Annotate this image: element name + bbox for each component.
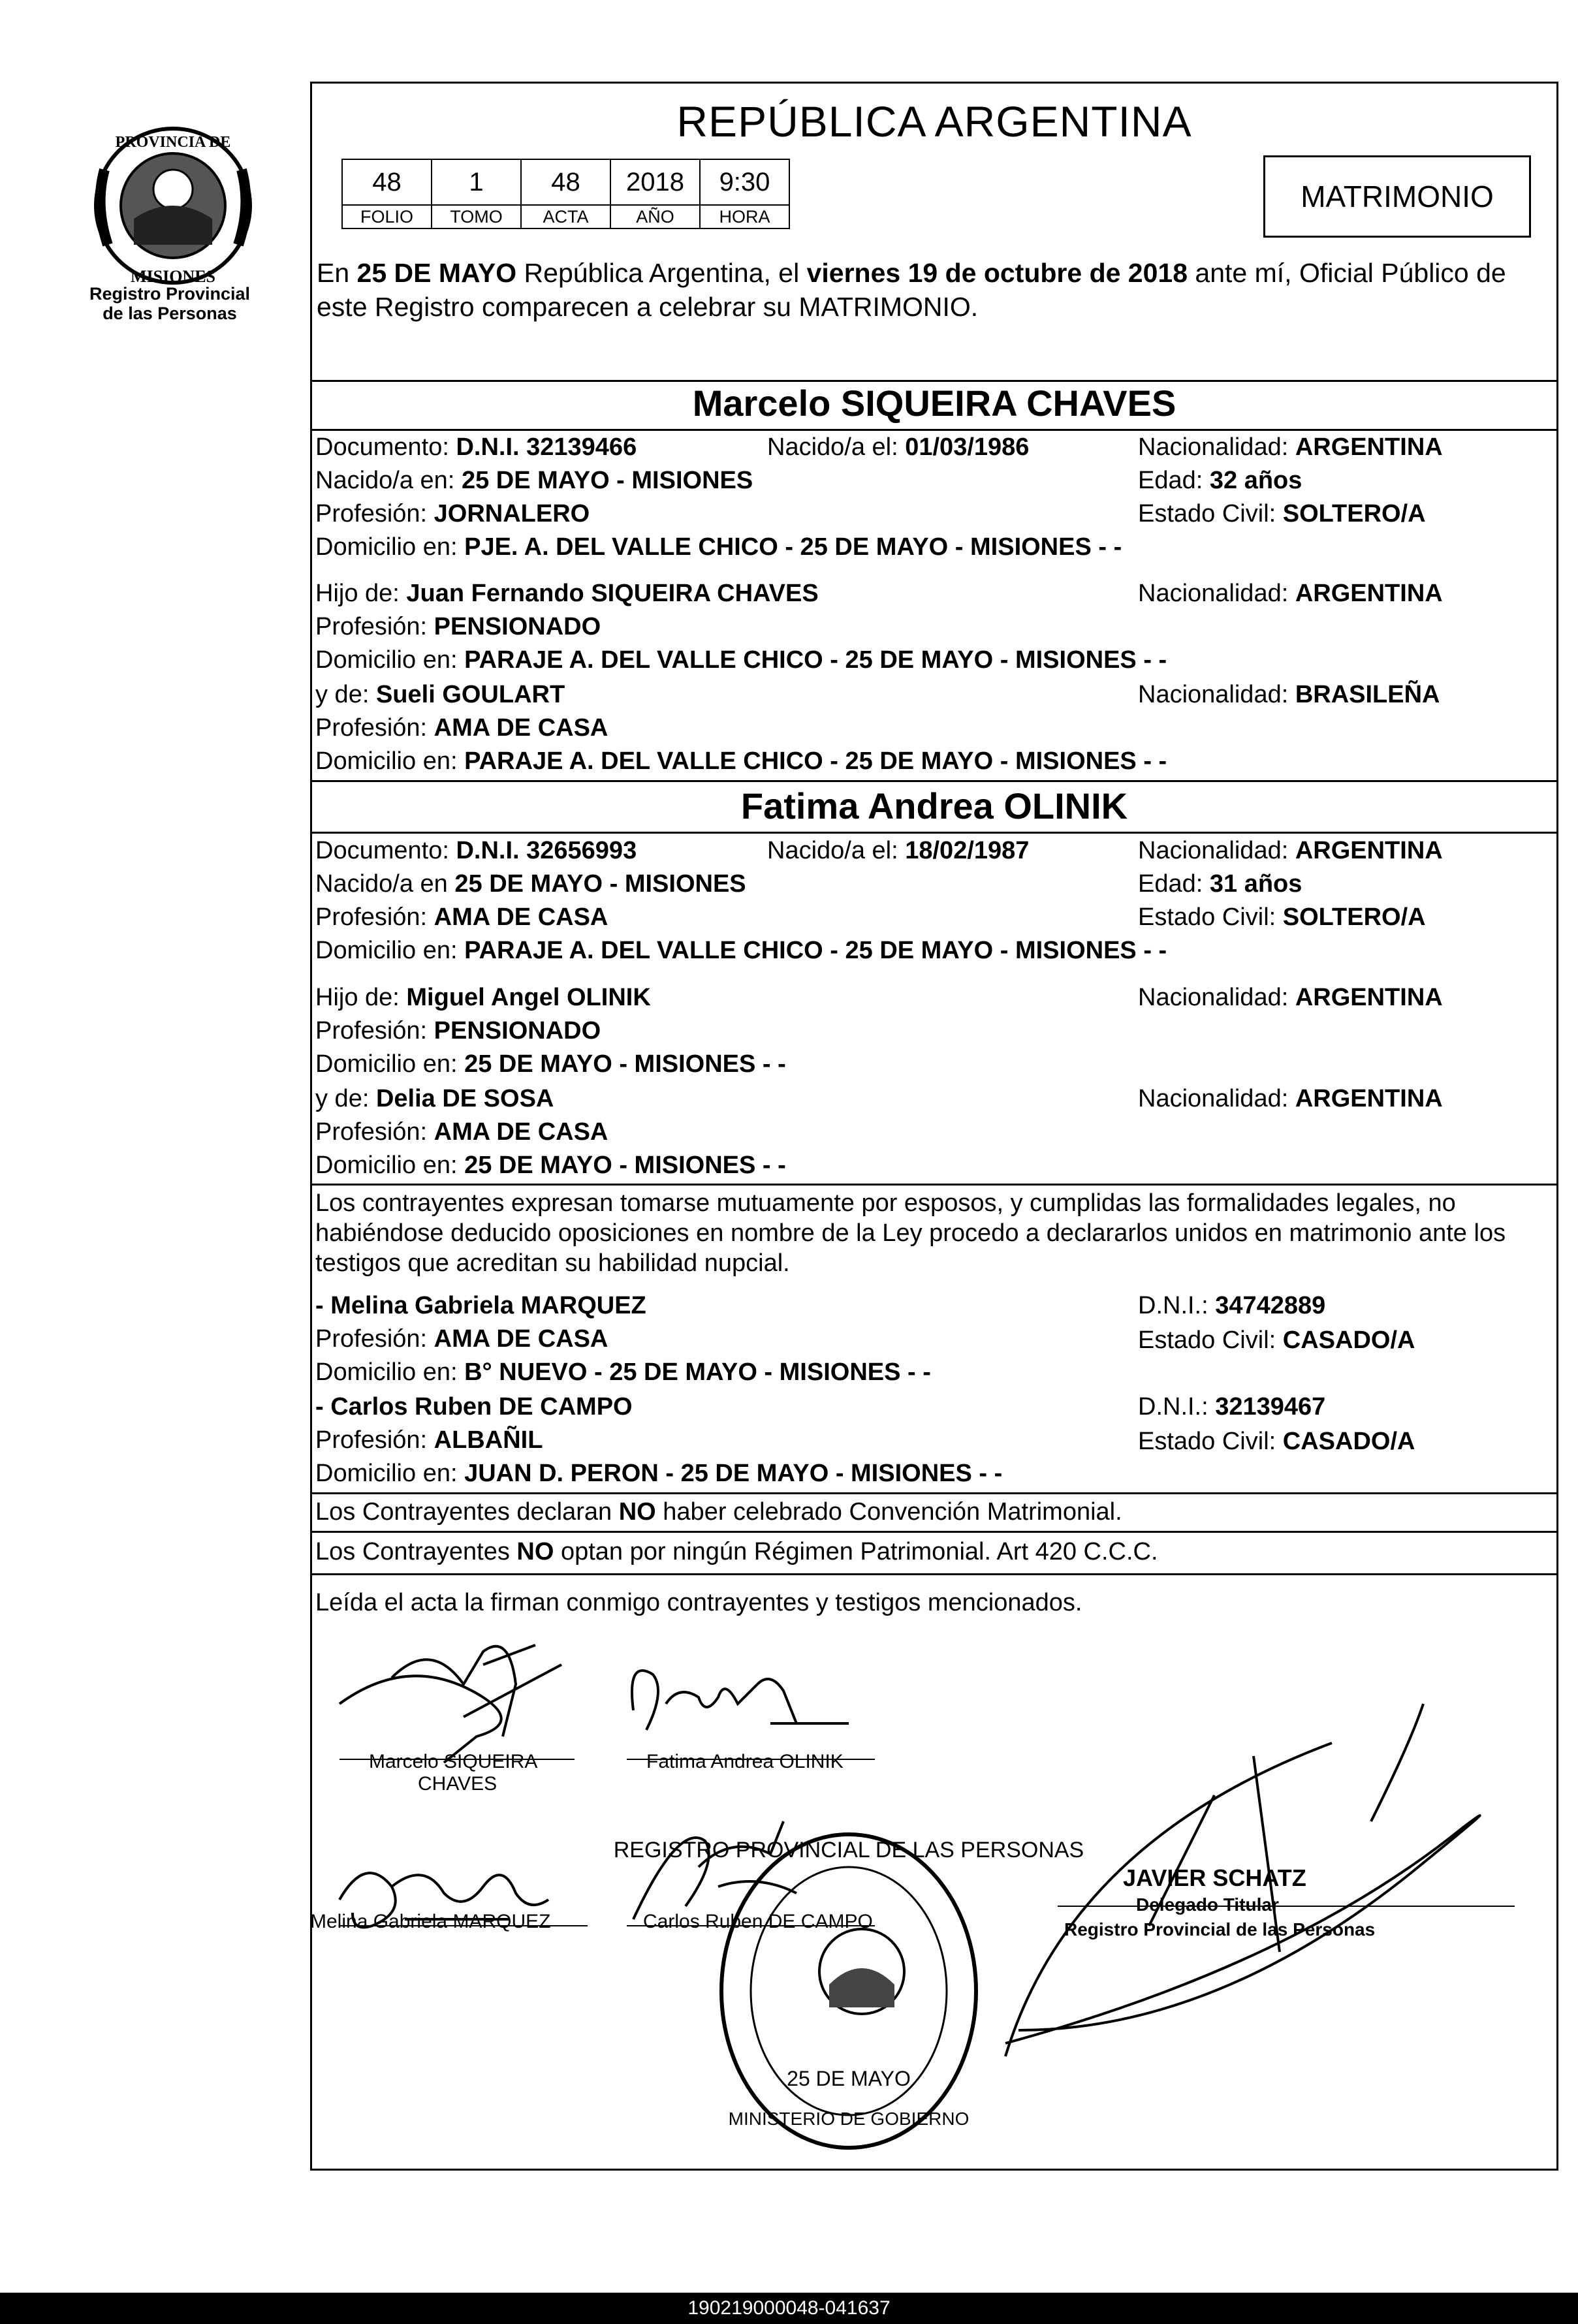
- spouse1-mother-nacionalidad: [1138, 680, 1440, 710]
- value: AMA DE CASA: [434, 1325, 608, 1353]
- value: B° NUEVO - 25 DE MAYO - MISIONES - -: [464, 1358, 931, 1386]
- label: Estado Civil:: [1138, 1428, 1276, 1455]
- acta-label: ACTA: [521, 205, 610, 228]
- value: 32 años: [1209, 467, 1302, 494]
- signature-label-marcelo: [369, 1751, 537, 1795]
- divider: [310, 1184, 1558, 1186]
- label: Profesión:: [315, 1426, 428, 1454]
- folio-value: 48: [342, 159, 432, 205]
- spouse1-edad: [1138, 465, 1302, 495]
- closing-text: Leída el acta la firman conmigo contrayentes y testigos mencionados.: [315, 1589, 1082, 1616]
- label: Nacido/a el:: [767, 433, 898, 461]
- intro-text-1: En: [317, 258, 357, 288]
- label: Documento:: [315, 433, 449, 461]
- value: PENSIONADO: [434, 1017, 601, 1044]
- spouse1-mother-profesion: [315, 713, 608, 743]
- label: Profesión:: [315, 1325, 428, 1353]
- spouse2-name: Fatima Andrea OLINIK: [740, 785, 1128, 826]
- text: Los Contrayentes: [315, 1538, 517, 1565]
- value: SOLTERO/A: [1282, 903, 1426, 931]
- label: Nacido/a el:: [767, 837, 898, 864]
- spouse1-nacido-en: [315, 465, 753, 495]
- value: ARGENTINA: [1295, 433, 1443, 461]
- spouse2-profesion: [315, 902, 608, 932]
- registry-caption-line1: Registro Provincial: [89, 284, 251, 304]
- value: D.N.I. 32656993: [456, 837, 637, 864]
- spouse2-mother-nacionalidad: [1138, 1084, 1443, 1114]
- value: AMA DE CASA: [434, 1118, 608, 1146]
- svg-text:PROVINCIA DE: PROVINCIA DE: [115, 134, 231, 151]
- label: y de:: [315, 681, 370, 708]
- label: Edad:: [1138, 467, 1203, 494]
- witness1-dni: [1138, 1291, 1325, 1321]
- value: 25 DE MAYO - MISIONES - -: [464, 1050, 786, 1078]
- value: SOLTERO/A: [1282, 500, 1426, 527]
- spouse2-mother-profesion: [315, 1117, 608, 1147]
- witness1-name: [315, 1291, 646, 1321]
- text-bold: NO: [516, 1538, 554, 1565]
- witness1-estado-civil: [1138, 1325, 1415, 1355]
- intro-place: 25 DE MAYO: [356, 258, 517, 288]
- label: Nacionalidad:: [1138, 984, 1289, 1011]
- document-type-box: MATRIMONIO: [1263, 155, 1531, 238]
- convention-line-2: [315, 1537, 1158, 1567]
- hora-value: 9:30: [700, 159, 789, 205]
- spouse1-domicilio: [315, 532, 1122, 562]
- value: AMA DE CASA: [434, 714, 608, 742]
- signature-fatima: [632, 1671, 849, 1730]
- registry-stamp: [614, 1834, 1084, 2148]
- value: ALBAÑIL: [434, 1426, 543, 1454]
- label: Profesión:: [315, 613, 428, 640]
- spouse1-mother-domicilio: [315, 746, 1167, 776]
- spouse1-documento: [315, 432, 637, 462]
- intro-text-2: República Argentina, el: [516, 258, 807, 288]
- value: PARAJE A. DEL VALLE CHICO - 25 DE MAYO - MISIONES - -: [464, 646, 1167, 674]
- divider: [310, 1492, 1558, 1494]
- value: BRASILEÑA: [1295, 681, 1440, 708]
- witness2-dni: [1138, 1392, 1325, 1422]
- spouse2-domicilio: [315, 935, 1167, 966]
- svg-text:25 DE MAYO: 25 DE MAYO: [787, 2067, 911, 2090]
- value: 34742889: [1215, 1292, 1326, 1319]
- value: 01/03/1986: [905, 433, 1030, 461]
- label: Domicilio en:: [315, 1050, 458, 1078]
- witness2-profesion: [315, 1425, 543, 1455]
- value: Juan Fernando SIQUEIRA CHAVES: [406, 580, 819, 607]
- tomo-label: TOMO: [432, 205, 521, 228]
- spouse1-father-nacionalidad: [1138, 578, 1443, 608]
- spouse2-nacionalidad: [1138, 836, 1443, 866]
- label: Nacionalidad:: [1138, 1085, 1289, 1112]
- value: PJE. A. DEL VALLE CHICO - 25 DE MAYO - MISIONES - -: [464, 533, 1122, 561]
- spouse1-nacionalidad: [1138, 432, 1443, 462]
- label: Nacionalidad:: [1138, 837, 1289, 864]
- text: Los Contrayentes declaran: [315, 1498, 619, 1526]
- value: 25 DE MAYO - MISIONES: [461, 467, 753, 494]
- value: ARGENTINA: [1295, 580, 1443, 607]
- spouse1-father-domicilio: [315, 645, 1167, 675]
- value: - Melina Gabriela MARQUEZ: [315, 1292, 646, 1319]
- label: Nacido/a en: [315, 870, 448, 898]
- spouse1-estado-civil: [1138, 499, 1426, 529]
- value: 25 DE MAYO - MISIONES: [454, 870, 746, 898]
- label: Profesión:: [315, 903, 428, 931]
- value: 31 años: [1209, 870, 1302, 898]
- signature-label-fatima: Fatima Andrea OLINIK: [646, 1751, 844, 1772]
- value: PARAJE A. DEL VALLE CHICO - 25 DE MAYO - MISIONES - -: [464, 937, 1167, 964]
- text: Marcelo SIQUEIRA: [369, 1751, 538, 1772]
- label: Profesión:: [315, 1017, 428, 1044]
- signature-label-melina: Melina Gabriela MARQUEZ: [310, 1911, 551, 1932]
- value: CASADO/A: [1282, 1327, 1415, 1354]
- acta-table: [341, 159, 790, 229]
- witness2-estado-civil: [1138, 1426, 1415, 1456]
- value: AMA DE CASA: [434, 903, 608, 931]
- tomo-value: 1: [432, 159, 521, 205]
- anio-label: AÑO: [610, 205, 700, 228]
- declaration-paragraph: Los contrayentes expresan tomarse mutuamente por esposos, y cumplidas las formalidades legales, no habiéndose deducido oposiciones en nombre de la Ley procedo a declararlos unidos en matrimonio ante los testigos que acreditan su habilidad nupcial.: [315, 1189, 1506, 1277]
- label: y de:: [315, 1085, 370, 1112]
- label: Domicilio en:: [315, 747, 458, 775]
- svg-text:REGISTRO PROVINCIAL DE LAS PER: REGISTRO PROVINCIAL DE LAS PERSONAS: [613, 1838, 1084, 1862]
- label: Domicilio en:: [315, 1358, 458, 1386]
- divider: [310, 832, 1558, 834]
- intro-text-3: ante mí, Oficial Público de este Registro comparecen a celebrar su MATRIMONIO.: [317, 258, 1506, 322]
- witness2-name: [315, 1392, 633, 1422]
- value: JORNALERO: [434, 500, 590, 527]
- text-bold: NO: [618, 1498, 656, 1526]
- convention-line-1: [315, 1497, 1122, 1527]
- spouse1-nacido-el: [767, 432, 1029, 462]
- label: Profesión:: [315, 1118, 428, 1146]
- value: 18/02/1987: [905, 837, 1030, 864]
- value: 32139467: [1215, 1393, 1326, 1421]
- spouse2-father-profesion: [315, 1016, 601, 1046]
- witness1-domicilio: [315, 1357, 931, 1387]
- divider: [310, 429, 1558, 431]
- spouse2-mother: [315, 1084, 554, 1114]
- svg-text:MISIONES: MISIONES: [130, 267, 216, 286]
- document-id-bar: 190219000048-041637: [0, 2293, 1578, 2324]
- label: Estado Civil:: [1138, 500, 1276, 527]
- value: JUAN D. PERON - 25 DE MAYO - MISIONES - -: [464, 1460, 1003, 1487]
- hora-label: HORA: [700, 205, 789, 228]
- value: Delia DE SOSA: [375, 1085, 554, 1112]
- label: Profesión:: [315, 500, 428, 527]
- text: haber celebrado Convención Matrimonial.: [655, 1498, 1122, 1526]
- label: Estado Civil:: [1138, 1327, 1276, 1354]
- value: PENSIONADO: [434, 613, 601, 640]
- spouse1-name: Marcelo SIQUEIRA CHAVES: [692, 383, 1176, 424]
- registry-caption: [59, 284, 281, 323]
- officer-title: Delegado Titular: [1136, 1894, 1279, 1915]
- value: - Carlos Ruben DE CAMPO: [315, 1393, 633, 1421]
- value: CASADO/A: [1282, 1428, 1415, 1455]
- label: Domicilio en:: [315, 646, 458, 674]
- spouse1-profesion: [315, 499, 590, 529]
- label: Documento:: [315, 837, 449, 864]
- page-title: REPÚBLICA ARGENTINA: [676, 97, 1192, 146]
- label: Domicilio en:: [315, 1152, 458, 1179]
- label: Hijo de:: [315, 984, 400, 1011]
- label: Nacionalidad:: [1138, 580, 1289, 607]
- text: optan por ningún Régimen Patrimonial. Art 420 C.C.C.: [554, 1538, 1158, 1565]
- spouse2-nacido-en: [315, 869, 746, 899]
- label: Domicilio en:: [315, 1460, 458, 1487]
- label: Nacionalidad:: [1138, 433, 1289, 461]
- witness1-profesion: [315, 1324, 608, 1354]
- label: Nacionalidad:: [1138, 681, 1289, 708]
- label: D.N.I.:: [1138, 1292, 1208, 1319]
- intro-date: viernes 19 de octubre de 2018: [806, 258, 1188, 288]
- label: Domicilio en:: [315, 937, 458, 964]
- spouse2-estado-civil: [1138, 902, 1426, 932]
- divider: [310, 780, 1558, 782]
- label: Profesión:: [315, 714, 428, 742]
- signature-carlos: [633, 1821, 797, 1919]
- witness2-domicilio: [315, 1458, 1002, 1488]
- value: 25 DE MAYO - MISIONES - -: [464, 1152, 786, 1179]
- spouse1-mother: [315, 680, 565, 710]
- label: Domicilio en:: [315, 533, 458, 561]
- spouse2-father-domicilio: [315, 1049, 786, 1079]
- value: ARGENTINA: [1295, 1085, 1443, 1112]
- spouse1-father-profesion: [315, 612, 601, 642]
- signatures-area: [313, 1625, 1554, 2161]
- spouse2-nacido-el: [767, 836, 1029, 866]
- value: D.N.I. 32139466: [456, 433, 637, 461]
- officer-name: JAVIER SCHATZ: [1123, 1864, 1306, 1891]
- spouse1-father: [315, 578, 819, 608]
- label: D.N.I.:: [1138, 1393, 1208, 1421]
- spouse2-father: [315, 982, 651, 1013]
- divider: [310, 1531, 1558, 1533]
- divider: [310, 1573, 1558, 1575]
- spouse2-father-nacionalidad: [1138, 982, 1443, 1013]
- value: Sueli GOULART: [375, 681, 565, 708]
- label: Hijo de:: [315, 580, 400, 607]
- svg-text:MINISTERIO DE GOBIERNO: MINISTERIO DE GOBIERNO: [728, 2109, 970, 2129]
- spouse2-mother-domicilio: [315, 1150, 786, 1180]
- label: Edad:: [1138, 870, 1203, 898]
- value: Miguel Angel OLINIK: [406, 984, 651, 1011]
- signature-label-carlos: Carlos Ruben DE CAMPO: [643, 1911, 873, 1932]
- signature-marcelo: [339, 1645, 561, 1763]
- officer-org: Registro Provincial de las Personas: [1064, 1919, 1376, 1939]
- provincial-seal-logo: [78, 111, 268, 300]
- value: ARGENTINA: [1295, 837, 1443, 864]
- intro-paragraph: [317, 256, 1554, 324]
- text: CHAVES: [418, 1773, 497, 1795]
- spouse2-edad: [1138, 869, 1302, 899]
- registry-caption-line2: de las Personas: [103, 304, 237, 323]
- label: Nacido/a en:: [315, 467, 455, 494]
- acta-value: 48: [521, 159, 610, 205]
- anio-value: 2018: [610, 159, 700, 205]
- value: ARGENTINA: [1295, 984, 1443, 1011]
- label: Estado Civil:: [1138, 903, 1276, 931]
- spouse2-documento: [315, 836, 637, 866]
- value: PARAJE A. DEL VALLE CHICO - 25 DE MAYO - MISIONES - -: [464, 747, 1167, 775]
- folio-label: FOLIO: [342, 205, 432, 228]
